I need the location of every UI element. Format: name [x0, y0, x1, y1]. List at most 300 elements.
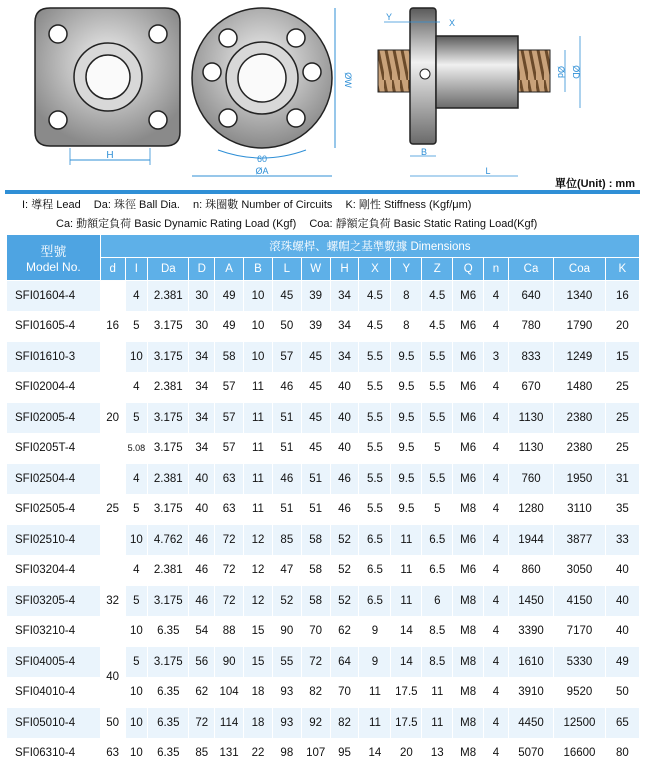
cell-l: 47	[272, 555, 301, 586]
cell-ca: 780	[508, 311, 553, 342]
cell-l: 51	[272, 433, 301, 464]
column-header-row	[7, 258, 640, 281]
cell-da: 4.762	[148, 525, 189, 556]
cell-da: 6.35	[148, 738, 189, 769]
cell-k: 25	[605, 433, 639, 464]
legend-line-1	[0, 196, 645, 215]
cell-coa: 1249	[554, 342, 606, 373]
cell-y: 11	[391, 555, 422, 586]
cell-ca: 860	[508, 555, 553, 586]
cell-d: 56	[189, 647, 215, 678]
cell-l: 90	[272, 616, 301, 647]
cell-l: 45	[272, 281, 301, 312]
cell-a: 72	[215, 555, 244, 586]
cell-w: 58	[301, 525, 330, 556]
cell-k: 25	[605, 372, 639, 403]
legend-item: Da: 珠徑 Ball Dia.	[93, 199, 180, 211]
model-cell: SFI03204-4	[7, 555, 101, 586]
cell-q: M6	[453, 525, 484, 556]
cell-z: 13	[422, 738, 453, 769]
cell-ca: 3390	[508, 616, 553, 647]
cell-w: 51	[301, 464, 330, 495]
cell-l: 50	[272, 311, 301, 342]
cell-ca: 1130	[508, 433, 553, 464]
cell-b: 15	[244, 616, 273, 647]
cell-y: 9.5	[391, 433, 422, 464]
cell-k: 65	[605, 708, 639, 739]
cell-i: 5	[125, 403, 148, 434]
cell-x: 5.5	[359, 464, 391, 495]
cell-d: 46	[189, 586, 215, 617]
cell-x: 4.5	[359, 311, 391, 342]
cell-w: 70	[301, 616, 330, 647]
legend-item: Coa: 靜額定負荷 Basic Static Rating Load(Kgf)	[309, 218, 538, 230]
cell-n: 4	[484, 433, 509, 464]
cell-i: 10	[125, 738, 148, 769]
cell-i: 4	[125, 555, 148, 586]
model-cell: SFI02005-4	[7, 403, 101, 434]
cell-b: 10	[244, 281, 273, 312]
cell-y: 20	[391, 738, 422, 769]
legend-item: Ca: 動額定負荷 Basic Dynamic Rating Load (Kgf)	[56, 218, 297, 230]
cell-x: 5.5	[359, 433, 391, 464]
model-cell: SFI04005-4	[7, 647, 101, 678]
cell-a: 58	[215, 342, 244, 373]
cell-z: 5.5	[422, 464, 453, 495]
cell-da: 2.381	[148, 281, 189, 312]
cell-z: 6.5	[422, 525, 453, 556]
cell-ca: 670	[508, 372, 553, 403]
model-cell: SFI02510-4	[7, 525, 101, 556]
cell-coa: 1950	[554, 464, 606, 495]
cell-ca: 1130	[508, 403, 553, 434]
cell-da: 2.381	[148, 464, 189, 495]
cell-n: 4	[484, 494, 509, 525]
cell-da: 6.35	[148, 708, 189, 739]
cell-q: M8	[453, 586, 484, 617]
column-header-y: Y	[391, 258, 422, 281]
model-cell: SFI01604-4	[7, 281, 101, 312]
cell-q: M6	[453, 464, 484, 495]
cell-k: 80	[605, 738, 639, 769]
cell-b: 15	[244, 647, 273, 678]
cell-w: 107	[301, 738, 330, 769]
cell-i: 10	[125, 616, 148, 647]
label-b: B	[420, 147, 428, 157]
cell-d: 30	[189, 311, 215, 342]
d-cell: 40	[100, 647, 125, 708]
cell-w: 45	[301, 372, 330, 403]
cell-k: 40	[605, 616, 639, 647]
cell-n: 4	[484, 372, 509, 403]
cell-b: 12	[244, 525, 273, 556]
unit-label: 單位(Unit) : mm	[554, 178, 635, 190]
cell-d: 34	[189, 403, 215, 434]
dimensions-header: 滾珠螺桿、螺帽之基準數據 Dimensions	[100, 235, 639, 258]
cell-da: 3.175	[148, 342, 189, 373]
model-cell: SFI02505-4	[7, 494, 101, 525]
cell-z: 5	[422, 494, 453, 525]
cell-ca: 4450	[508, 708, 553, 739]
cell-b: 10	[244, 342, 273, 373]
column-header-coa: Coa	[554, 258, 606, 281]
cell-w: 45	[301, 433, 330, 464]
cell-n: 4	[484, 708, 509, 739]
label-d: Ød	[556, 65, 566, 79]
cell-da: 3.175	[148, 586, 189, 617]
cell-a: 88	[215, 616, 244, 647]
cell-n: 4	[484, 586, 509, 617]
cell-i: 10	[125, 677, 148, 708]
cell-a: 63	[215, 464, 244, 495]
cell-ca: 760	[508, 464, 553, 495]
legend-item: K: 剛性 Stiffness (Kgf/μm)	[345, 199, 472, 211]
d-cell: 50	[100, 708, 125, 739]
cell-n: 4	[484, 464, 509, 495]
d-cell: 20	[100, 372, 125, 464]
cell-x: 6.5	[359, 586, 391, 617]
cell-l: 52	[272, 586, 301, 617]
column-header-d: d	[100, 258, 125, 281]
label-sixty: 60	[256, 154, 268, 164]
cell-w: 92	[301, 708, 330, 739]
cell-q: M6	[453, 342, 484, 373]
cell-n: 4	[484, 555, 509, 586]
label-dd: ØD	[571, 65, 581, 79]
model-cell: SFI03210-4	[7, 616, 101, 647]
d-cell: 16	[100, 281, 125, 373]
legend-item: n: 珠圈數 Number of Circuits	[193, 199, 333, 211]
column-header-b: B	[244, 258, 273, 281]
column-header-da: Da	[148, 258, 189, 281]
cell-coa: 9520	[554, 677, 606, 708]
cell-z: 5	[422, 433, 453, 464]
cell-d: 85	[189, 738, 215, 769]
cell-y: 14	[391, 647, 422, 678]
cell-y: 9.5	[391, 494, 422, 525]
cell-q: M8	[453, 494, 484, 525]
technical-drawing	[0, 0, 645, 192]
cell-k: 16	[605, 281, 639, 312]
cell-x: 14	[359, 738, 391, 769]
label-l: L	[485, 166, 491, 176]
model-header-en: Model No.	[26, 260, 81, 274]
cell-x: 5.5	[359, 403, 391, 434]
cell-w: 39	[301, 281, 330, 312]
cell-ca: 833	[508, 342, 553, 373]
cell-a: 72	[215, 525, 244, 556]
cell-h: 34	[330, 311, 359, 342]
cell-l: 51	[272, 403, 301, 434]
table-row	[7, 708, 640, 739]
table-row	[7, 464, 640, 495]
cell-d: 54	[189, 616, 215, 647]
cell-y: 11	[391, 525, 422, 556]
cell-z: 4.5	[422, 281, 453, 312]
cell-q: M6	[453, 311, 484, 342]
d-cell: 63	[100, 738, 125, 769]
cell-k: 20	[605, 311, 639, 342]
cell-l: 51	[272, 494, 301, 525]
cell-w: 45	[301, 403, 330, 434]
cell-n: 4	[484, 281, 509, 312]
cell-da: 6.35	[148, 677, 189, 708]
cell-d: 34	[189, 372, 215, 403]
cell-a: 57	[215, 403, 244, 434]
cell-z: 11	[422, 677, 453, 708]
cell-n: 4	[484, 738, 509, 769]
label-w: ØW	[343, 72, 353, 88]
cell-a: 72	[215, 586, 244, 617]
cell-a: 49	[215, 281, 244, 312]
cell-da: 2.381	[148, 555, 189, 586]
legend-line-2	[0, 215, 645, 234]
cell-h: 95	[330, 738, 359, 769]
cell-l: 93	[272, 677, 301, 708]
column-header-x: X	[359, 258, 391, 281]
cell-i: 5	[125, 311, 148, 342]
column-header-ca: Ca	[508, 258, 553, 281]
cell-ca: 5070	[508, 738, 553, 769]
cell-q: M6	[453, 433, 484, 464]
cell-b: 11	[244, 372, 273, 403]
cell-a: 57	[215, 372, 244, 403]
cell-x: 9	[359, 616, 391, 647]
column-header-z: Z	[422, 258, 453, 281]
accent-divider	[5, 190, 640, 194]
cell-k: 33	[605, 525, 639, 556]
cell-h: 52	[330, 525, 359, 556]
cell-q: M6	[453, 281, 484, 312]
cell-coa: 1790	[554, 311, 606, 342]
cell-a: 90	[215, 647, 244, 678]
cell-z: 8.5	[422, 647, 453, 678]
cell-w: 51	[301, 494, 330, 525]
cell-h: 52	[330, 555, 359, 586]
cell-i: 4	[125, 372, 148, 403]
cell-coa: 4150	[554, 586, 606, 617]
cell-q: M8	[453, 738, 484, 769]
column-header-h: H	[330, 258, 359, 281]
cell-y: 8	[391, 281, 422, 312]
cell-i: 10	[125, 342, 148, 373]
cell-b: 11	[244, 403, 273, 434]
cell-b: 18	[244, 677, 273, 708]
cell-d: 34	[189, 433, 215, 464]
cell-coa: 3050	[554, 555, 606, 586]
cell-k: 31	[605, 464, 639, 495]
cell-k: 49	[605, 647, 639, 678]
cell-z: 8.5	[422, 616, 453, 647]
column-header-q: Q	[453, 258, 484, 281]
cell-q: M6	[453, 555, 484, 586]
table-row	[7, 647, 640, 678]
cell-k: 35	[605, 494, 639, 525]
cell-coa: 1480	[554, 372, 606, 403]
cell-y: 17.5	[391, 677, 422, 708]
cell-h: 46	[330, 464, 359, 495]
model-cell: SFI05010-4	[7, 708, 101, 739]
cell-a: 131	[215, 738, 244, 769]
cell-l: 55	[272, 647, 301, 678]
column-header-k: K	[605, 258, 639, 281]
cell-h: 40	[330, 372, 359, 403]
cell-x: 4.5	[359, 281, 391, 312]
cell-b: 22	[244, 738, 273, 769]
model-cell: SFI01610-3	[7, 342, 101, 373]
cell-ca: 640	[508, 281, 553, 312]
table-row	[7, 555, 640, 586]
cell-h: 46	[330, 494, 359, 525]
cell-da: 3.175	[148, 403, 189, 434]
cell-da: 3.175	[148, 647, 189, 678]
cell-y: 11	[391, 586, 422, 617]
model-cell: SFI06310-4	[7, 738, 101, 769]
cell-da: 2.381	[148, 372, 189, 403]
cell-k: 40	[605, 555, 639, 586]
cell-q: M8	[453, 616, 484, 647]
column-header-a: A	[215, 258, 244, 281]
cell-coa: 2380	[554, 403, 606, 434]
cell-i: 10	[125, 708, 148, 739]
cell-w: 45	[301, 342, 330, 373]
cell-h: 82	[330, 708, 359, 739]
cell-w: 72	[301, 647, 330, 678]
cell-b: 18	[244, 708, 273, 739]
cell-coa: 3110	[554, 494, 606, 525]
cell-q: M8	[453, 708, 484, 739]
cell-q: M6	[453, 403, 484, 434]
cell-x: 5.5	[359, 494, 391, 525]
cell-da: 6.35	[148, 616, 189, 647]
cell-coa: 3877	[554, 525, 606, 556]
cell-n: 4	[484, 647, 509, 678]
cell-ca: 1450	[508, 586, 553, 617]
d-cell: 25	[100, 464, 125, 556]
cell-x: 5.5	[359, 372, 391, 403]
cell-y: 9.5	[391, 342, 422, 373]
column-header-i: I	[125, 258, 148, 281]
column-header-l: L	[272, 258, 301, 281]
cell-q: M8	[453, 677, 484, 708]
table-row	[7, 372, 640, 403]
cell-l: 98	[272, 738, 301, 769]
cell-i: 5.08	[125, 433, 148, 464]
cell-x: 9	[359, 647, 391, 678]
cell-da: 3.175	[148, 494, 189, 525]
cell-w: 82	[301, 677, 330, 708]
cell-h: 34	[330, 281, 359, 312]
cell-a: 63	[215, 494, 244, 525]
cell-d: 46	[189, 555, 215, 586]
table-body	[7, 281, 640, 769]
model-cell: SFI02004-4	[7, 372, 101, 403]
cell-k: 15	[605, 342, 639, 373]
label-a: ØA	[255, 166, 269, 176]
cell-ca: 1944	[508, 525, 553, 556]
cell-l: 85	[272, 525, 301, 556]
cell-ca: 3910	[508, 677, 553, 708]
cell-coa: 16600	[554, 738, 606, 769]
cell-n: 4	[484, 311, 509, 342]
cell-q: M8	[453, 647, 484, 678]
cell-a: 57	[215, 433, 244, 464]
cell-h: 70	[330, 677, 359, 708]
label-x: X	[448, 18, 456, 28]
cell-n: 4	[484, 677, 509, 708]
cell-l: 46	[272, 372, 301, 403]
cell-w: 58	[301, 555, 330, 586]
cell-q: M6	[453, 372, 484, 403]
cell-da: 3.175	[148, 433, 189, 464]
column-header-w: W	[301, 258, 330, 281]
table-row	[7, 281, 640, 312]
cell-y: 17.5	[391, 708, 422, 739]
cell-k: 40	[605, 586, 639, 617]
cell-w: 58	[301, 586, 330, 617]
cell-i: 4	[125, 464, 148, 495]
spec-table	[6, 234, 640, 769]
cell-z: 4.5	[422, 311, 453, 342]
cell-l: 57	[272, 342, 301, 373]
cell-y: 9.5	[391, 464, 422, 495]
cell-a: 114	[215, 708, 244, 739]
cell-d: 46	[189, 525, 215, 556]
cell-h: 62	[330, 616, 359, 647]
legend-item: I: 導程 Lead	[22, 199, 81, 211]
cell-b: 12	[244, 555, 273, 586]
label-h: H	[106, 150, 114, 161]
cell-d: 40	[189, 494, 215, 525]
label-y: Y	[385, 12, 393, 22]
model-header	[7, 235, 101, 281]
cell-b: 10	[244, 311, 273, 342]
cell-n: 4	[484, 403, 509, 434]
model-cell: SFI02504-4	[7, 464, 101, 495]
cell-h: 40	[330, 433, 359, 464]
cell-h: 34	[330, 342, 359, 373]
model-cell: SFI0205T-4	[7, 433, 101, 464]
model-header-zh: 型號	[40, 244, 67, 259]
cell-x: 11	[359, 677, 391, 708]
cell-coa: 5330	[554, 647, 606, 678]
model-cell: SFI03205-4	[7, 586, 101, 617]
cell-x: 5.5	[359, 342, 391, 373]
cell-coa: 2380	[554, 433, 606, 464]
table-row	[7, 738, 640, 769]
cell-h: 64	[330, 647, 359, 678]
cell-l: 93	[272, 708, 301, 739]
cell-y: 9.5	[391, 403, 422, 434]
cell-x: 6.5	[359, 555, 391, 586]
column-header-d: D	[189, 258, 215, 281]
cell-i: 4	[125, 281, 148, 312]
flange-front-view-round	[192, 8, 353, 176]
cell-w: 39	[301, 311, 330, 342]
cell-y: 8	[391, 311, 422, 342]
cell-z: 5.5	[422, 403, 453, 434]
model-cell: SFI01605-4	[7, 311, 101, 342]
column-header-n: n	[484, 258, 509, 281]
cell-n: 3	[484, 342, 509, 373]
cell-da: 3.175	[148, 311, 189, 342]
cell-k: 50	[605, 677, 639, 708]
flange-front-view-left	[35, 8, 180, 165]
cell-a: 104	[215, 677, 244, 708]
cell-z: 5.5	[422, 342, 453, 373]
cell-d: 30	[189, 281, 215, 312]
cell-coa: 7170	[554, 616, 606, 647]
